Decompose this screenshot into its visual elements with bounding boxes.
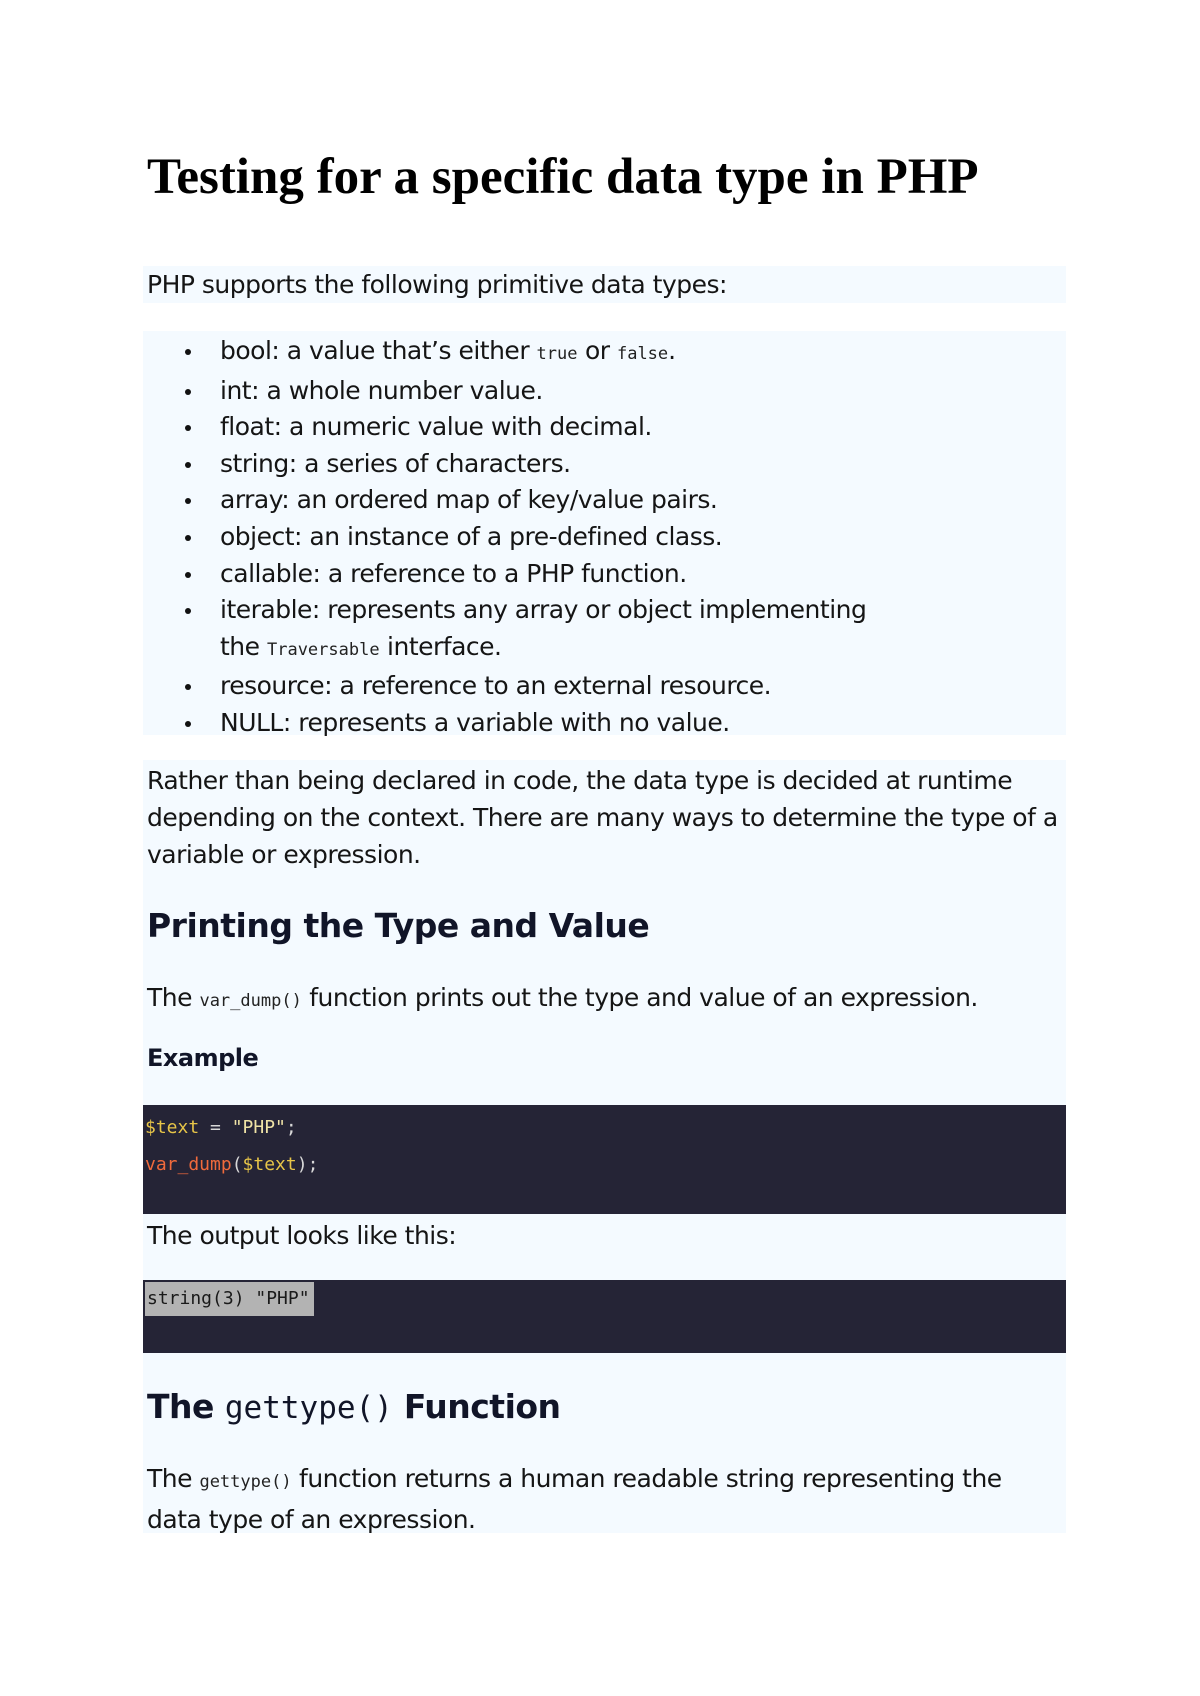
section-heading-gettype [147,1387,561,1428]
list-item-int [220,373,1066,410]
list-item-text: float: a numeric value with decimal. [220,412,652,442]
runtime-paragraph: Rather than being declared in code, the data type is decided at runtime depending on the context. There are many ways to determine the type of a variable or expression. [147,766,1058,869]
heading-code: gettype() [224,1390,393,1426]
paragraph-text: function prints out the type and value of an expression. [301,983,978,1012]
inline-code-false: false [616,344,669,364]
list-item-object [220,519,1066,556]
code-punctuation: ; [285,1117,297,1138]
gettype-section [143,1353,1066,1533]
paragraph-text: The [147,983,200,1012]
printing-section [143,873,1066,1105]
list-item-text: int: a whole number value. [220,375,543,405]
list-item-text: NULL: represents a variable with no value. [220,707,730,737]
gettype-paragraph [147,1460,1047,1538]
list-item-iterable [220,592,1066,668]
list-item-text: iterable: represents any array or object implementing [220,595,867,625]
list-item-resource [220,668,1066,705]
list-item-string [220,446,1066,483]
heading-text: The [147,1387,225,1426]
code-string: "PHP" [231,1117,286,1138]
intro-block [143,266,1066,303]
heading-text: Function [392,1387,561,1426]
section-heading-printing: Printing the Type and Value [147,906,650,945]
list-item-text: string: a series of characters. [220,448,571,478]
list-item-float [220,409,1066,446]
inline-code-var-dump: var_dump() [199,991,302,1011]
output-intro-paragraph: The output looks like this: [147,1221,457,1250]
inline-code-traversable: Traversable [266,639,380,660]
example-label: Example [147,1044,259,1072]
output-code-block [143,1280,1066,1353]
code-punctuation: ( [231,1154,243,1175]
list-item-text: bool: a value that’s either [220,336,537,365]
code-example-block [143,1105,1066,1214]
list-item-text: callable: a reference to a PHP function. [220,558,687,588]
list-item-bool [220,333,1066,373]
list-item-text: interface. [379,631,502,661]
inline-code-gettype: gettype() [199,1472,292,1492]
code-variable: $text [145,1117,200,1138]
output-code-text[interactable]: string(3) "PHP" [145,1282,314,1316]
code-line-1 [145,1117,297,1138]
code-variable: $text [242,1154,297,1175]
code-line-2 [145,1154,318,1175]
paragraph-text: The [147,1464,200,1493]
code-function: var_dump [145,1154,232,1175]
page-title: Testing for a specific data type in PHP [147,149,979,205]
data-types-block [143,331,1066,735]
code-punctuation: ); [296,1154,319,1175]
data-types-list [147,333,1066,742]
list-item-text: object: an instance of a pre-defined class. [220,521,723,551]
list-item-array [220,482,1066,519]
list-item-null [220,705,1066,742]
inline-code-true: true [536,344,578,364]
paragraph-text: function returns a human readable string representing the data type of an expression. [147,1464,1002,1534]
list-item-text: the [220,631,267,661]
list-item-callable [220,556,1066,593]
list-item-text: array: an ordered map of key/value pairs. [220,485,718,515]
list-item-continuation [220,629,1066,669]
var-dump-paragraph [147,979,978,1020]
runtime-block [143,760,1066,873]
list-item-text: or [577,336,617,365]
intro-paragraph: PHP supports the following primitive data types: [147,270,727,299]
output-intro-block [143,1214,1066,1280]
list-item-text: . [668,336,676,365]
list-item-text: resource: a reference to an external resource. [220,671,772,701]
code-operator: = [199,1117,232,1138]
